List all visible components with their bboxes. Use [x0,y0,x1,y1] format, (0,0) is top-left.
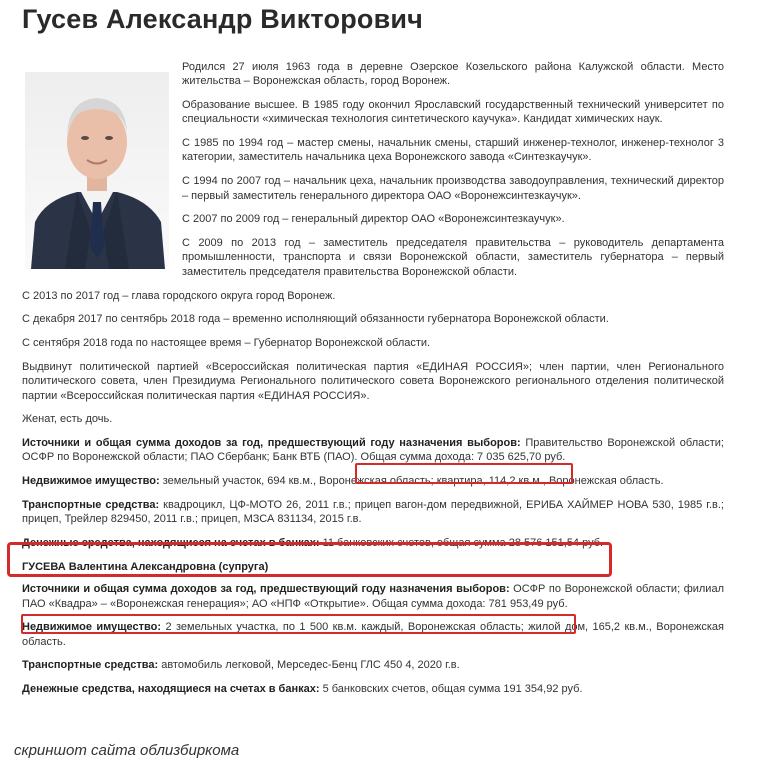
highlight-bank-accounts [7,542,612,577]
page-title: Гусев Александр Викторович [22,4,424,34]
vehicles-row [22,498,724,527]
spouse-vehicles-label: Транспортные средства: [22,659,159,672]
highlight-income-total [355,463,573,484]
vehicles-value: квадроцикл, ЦФ-МОТО 26, 2011 г.в.; прицеп вагон-дом передвижной, ЕРИБА ХАЙМЕР НОВА 530, 1985 г.в.; прицеп, Трейлер 829450, 2011 г.в.; прицеп, МЗСА 831134, 2015 г.в. [22,499,724,526]
spouse-vehicles-value: автомобиль легковой, Мерседес-Бенц ГЛС 450 4, 2020 г.в. [161,659,460,672]
spouse-bank-label: Денежные средства, находящиеся на счетах в банках: [22,683,320,696]
bio-paragraph: С декабря 2017 по сентябрь 2018 года – временно исполняющий обязанности губернатора Воронежской области. [22,313,609,326]
income-total: Общая сумма дохода: 7 035 625,70 руб. [360,451,566,464]
spouse-realty-label: Недвижимое имущество: [22,621,162,634]
income-row [22,436,724,465]
article-body [22,60,724,706]
bio-paragraph: Женат, есть дочь. [22,413,113,426]
realty-value: земельный участок, 694 кв.м., Воронежская область; квартира, 114,2 кв.м., Воронежская область. [162,475,664,488]
bio-paragraph: С 2009 по 2013 год – заместитель председателя правительства – руководитель департамента промышленности, транспорта и связи Воронежской области, заместитель губернатора – первый заместитель председателя правительства Воронежской области. [182,237,724,278]
spouse-income-row [22,582,724,611]
income-sources: Правительство Воронежской области; ОСФР по Воронежской области; ПАО Сбербанк; Банк ВТБ (ПАО). [22,437,724,464]
bio-paragraph: С 2007 по 2009 год – генеральный директор ОАО «Воронежсинтезкаучук». [182,213,565,226]
bank-label: Денежные средства, находящиеся на счетах в банках: [22,537,320,550]
spouse-realty-value: 2 земельных участка, по 1 500 кв.м. каждый, Воронежская область; жилой дом, 165,2 кв.м., Воронежская область. [22,621,724,648]
spouse-bank-row [22,682,724,696]
bio-paragraph: Выдвинут политической партией «Всероссийская политическая партия «ЕДИНАЯ РОССИЯ»; член партии, член Регионального политического совета, член Президиума Регионального политического совета Воронежского регионального отделения политической партии «Всероссийская политическая партия «ЕДИНАЯ РОССИЯ». [22,360,724,402]
bank-value: 11 банковских счетов, общая сумма 28 576 151,54 руб. [322,537,604,550]
highlight-spouse-income [21,614,576,634]
bio-paragraph: С 1985 по 1994 год – мастер смены, начальник смены, старший инженер-технолог, инженер-технолог 3 категории, заместитель начальника цеха Воронежского завода «Синтезкаучук». [182,137,724,164]
spouse-bank-value: 5 банковских счетов, общая сумма 191 354,92 руб. [322,683,583,696]
spouse-income-label: Источники и общая сумма доходов за год, предшествующий году назначения выборов: [22,583,510,596]
bio-paragraph: С 1994 по 2007 год – начальник цеха, начальник производства заводоуправления, технический директор – первый заместитель генерального директора ОАО «Воронежсинтезкаучук». [182,175,724,202]
bio-paragraph: С 2013 по 2017 год – глава городского округа город Воронеж. [22,289,336,302]
spouse-name: ГУСЕВА Валентина Александровна (супруга) [22,560,269,573]
spouse-income-text: ОСФР по Воронежской области; филиал ПАО «Квадра» – «Воронежская генерация»; АО «НПФ «Открытие». Общая сумма дохода: 781 953,49 руб. [22,583,724,610]
bio-paragraph: Образование высшее. В 1985 году окончил Ярославский государственный технический университет по специальности «химическая технология синтетического каучука». Кандидат химических наук. [182,99,724,126]
income-label: Источники и общая сумма доходов за год, предшествующий году назначения выборов: [22,437,521,450]
bio-paragraph: С сентября 2018 года по настоящее время – Губернатор Воронежской области. [22,337,431,350]
realty-label: Недвижимое имущество: [22,475,160,488]
spouse-vehicles-row [22,658,724,672]
screenshot-caption: скриншот сайта облизбиркома [14,742,240,759]
bio-paragraph: Родился 27 июля 1963 года в деревне Озерское Козельского района Калужской области. Место жительства – Воронежская область, город Воронеж. [182,61,724,88]
vehicles-label: Транспортные средства: [22,499,160,512]
